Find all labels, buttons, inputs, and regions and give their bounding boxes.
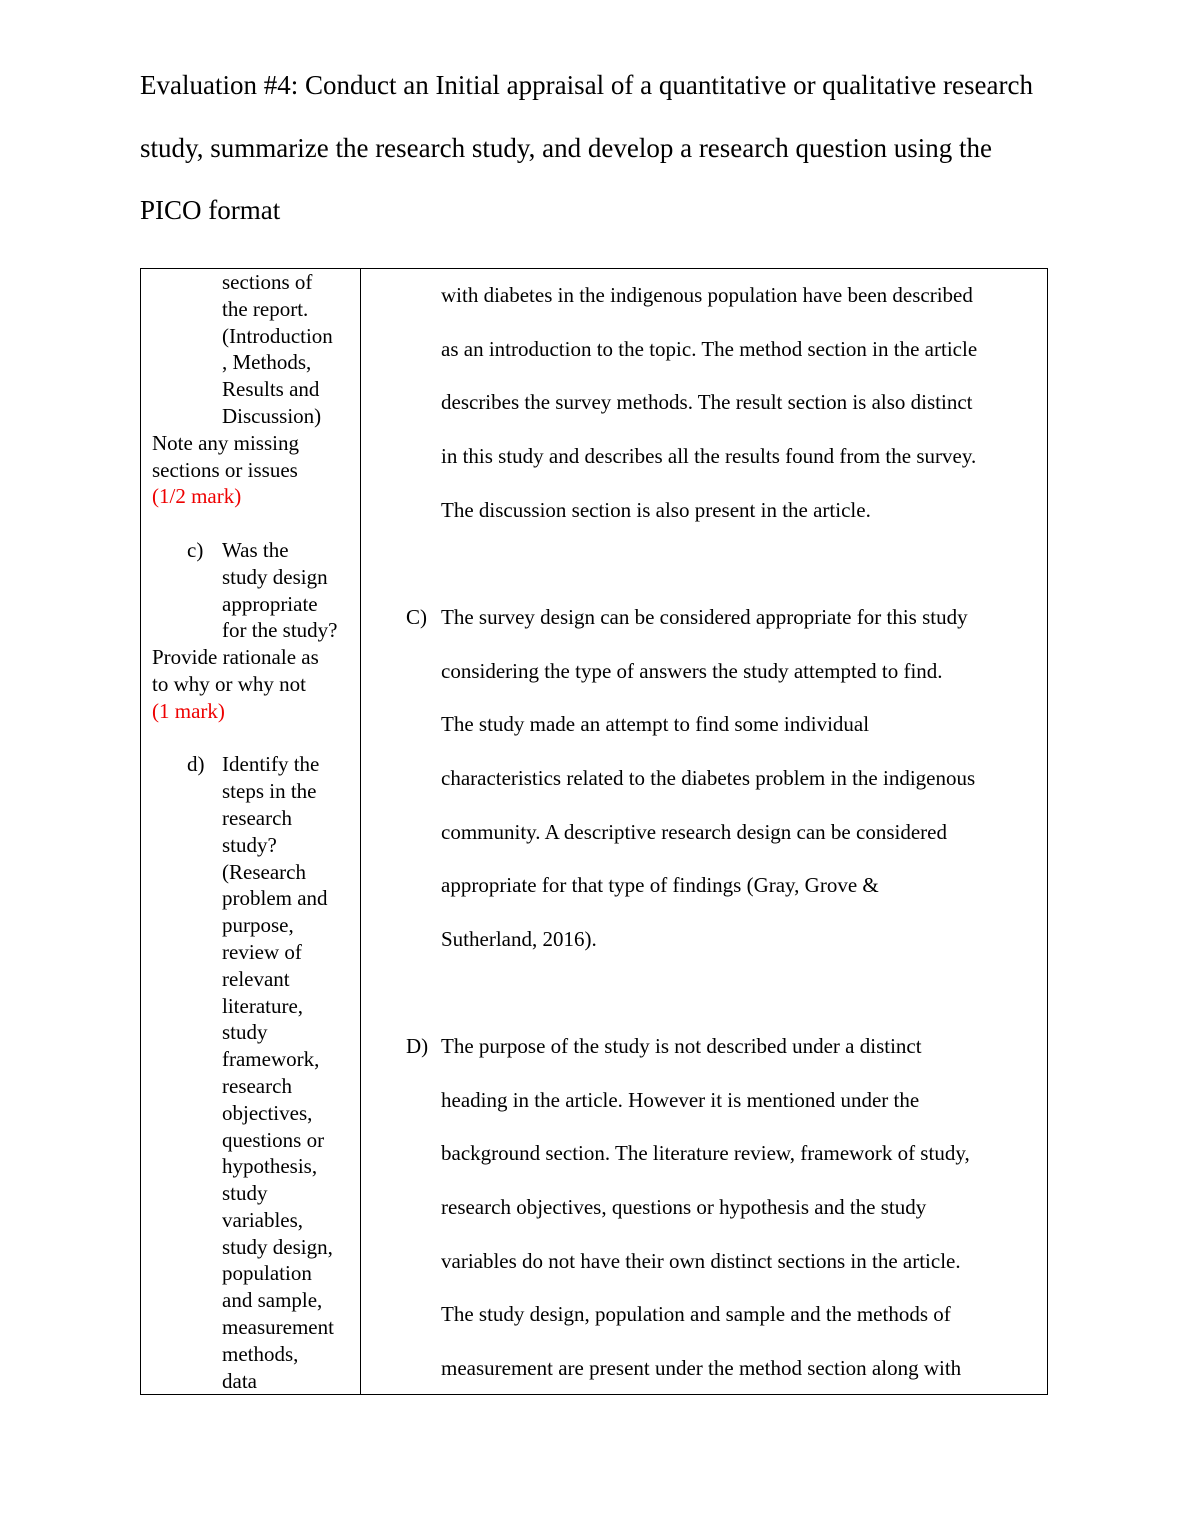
- response-line: community. A descriptive research design can be considered: [441, 819, 947, 844]
- criterion-line: purpose,: [222, 913, 294, 938]
- criterion-line: (Introduction: [222, 323, 333, 348]
- criterion-line: questions or: [222, 1127, 325, 1152]
- criterion-line: research: [222, 1073, 292, 1098]
- criterion-line: relevant: [222, 966, 290, 991]
- response-line: describes the survey methods. The result section is also distinct: [441, 390, 973, 415]
- response-line: research objectives, questions or hypothesis and the study: [441, 1195, 927, 1220]
- criterion-c: [152, 537, 357, 644]
- spacer: [152, 725, 357, 752]
- criterion-line: the report.: [222, 296, 309, 321]
- criterion-line: Was the: [222, 537, 289, 562]
- response-line: background section. The literature review, framework of study,: [441, 1141, 970, 1166]
- response-b: [441, 269, 1041, 537]
- response-d: [406, 1020, 1041, 1395]
- criterion-line: study?: [222, 832, 277, 857]
- criterion-line: review of: [222, 939, 302, 964]
- title-line: Evaluation #4: Conduct an Initial appraisal of a quantitative or qualitative research: [140, 70, 1033, 100]
- list-letter-c: c): [187, 537, 204, 562]
- criterion-line: study design,: [222, 1234, 333, 1259]
- criterion-line: data: [222, 1368, 257, 1393]
- response-column: [406, 269, 1041, 1395]
- response-line: The study design, population and sample and the methods of: [441, 1302, 951, 1327]
- column-divider: [360, 269, 361, 1394]
- criterion-line: Results and: [222, 377, 320, 402]
- criterion-line: hypothesis,: [222, 1154, 318, 1179]
- title-line: study, summarize the research study, and develop a research question using the: [140, 132, 992, 163]
- criterion-line: measurement: [222, 1315, 334, 1340]
- page-title: [140, 54, 1060, 242]
- criterion-line: steps in the: [222, 779, 317, 804]
- criterion-d: [152, 751, 357, 1394]
- criterion-note-line: sections or issues: [152, 457, 298, 482]
- criterion-line: and sample,: [222, 1288, 323, 1313]
- spacer: [441, 537, 1041, 591]
- list-letter-d: d): [187, 752, 205, 777]
- spacer: [441, 967, 1041, 1021]
- criteria-column: [152, 269, 357, 1394]
- criterion-b-continued: [152, 269, 357, 430]
- criterion-line: study: [222, 1020, 268, 1045]
- response-letter-d: D): [406, 1034, 429, 1059]
- criterion-line: , Methods,: [222, 350, 312, 375]
- response-line: The study made an attempt to find some individual: [441, 712, 870, 737]
- criterion-line: Discussion): [222, 403, 322, 428]
- criterion-line: literature,: [222, 993, 304, 1018]
- criterion-note-line: Provide rationale as: [152, 645, 319, 670]
- response-line: characteristics related to the diabetes problem in the indigenous: [441, 765, 976, 790]
- response-line: considering the type of answers the study attempted to find.: [441, 658, 943, 683]
- criterion-note-line: Note any missing: [152, 430, 299, 455]
- mark-value-b: (1/2 mark): [152, 484, 242, 509]
- response-line: heading in the article. However it is mentioned under the: [441, 1087, 920, 1112]
- criterion-line: research: [222, 805, 292, 830]
- mark-value-c: (1 mark): [152, 698, 225, 723]
- response-line: with diabetes in the indigenous population have been described: [441, 283, 973, 307]
- criterion-line: framework,: [222, 1047, 320, 1072]
- criterion-line: study: [222, 1181, 268, 1206]
- criterion-line: objectives,: [222, 1100, 313, 1125]
- response-letter-c: C): [406, 604, 427, 629]
- criterion-line: Identify the: [222, 752, 320, 777]
- criterion-line: for the study?: [222, 618, 338, 643]
- response-line: The discussion section is also present in the article.: [441, 497, 871, 522]
- title-line: PICO format: [140, 195, 281, 225]
- response-line: variables do not have their own distinct sections in the article.: [441, 1248, 961, 1273]
- evaluation-table: [140, 268, 1048, 1395]
- response-line: appropriate for that type of findings (Gray, Grove &: [441, 873, 879, 898]
- response-line: as an introduction to the topic. The method section in the article: [441, 336, 978, 361]
- criterion-line: methods,: [222, 1341, 299, 1366]
- criterion-line: population: [222, 1261, 312, 1286]
- response-line: The purpose of the study is not described under a distinct: [441, 1034, 922, 1059]
- criterion-line: variables,: [222, 1207, 304, 1232]
- response-line: in this study and describes all the results found from the survey.: [441, 443, 977, 468]
- criterion-line: sections of: [222, 270, 313, 294]
- response-line: measurement are present under the method section along with: [441, 1356, 962, 1381]
- response-line: The survey design can be considered appropriate for this study: [441, 604, 968, 629]
- spacer: [152, 510, 357, 537]
- criterion-line: appropriate: [222, 591, 318, 616]
- criterion-line: problem and: [222, 886, 328, 911]
- criterion-line: study design: [222, 564, 328, 589]
- criterion-note-line: to why or why not: [152, 671, 306, 696]
- response-c: [406, 591, 1041, 967]
- criterion-line: (Research: [222, 859, 306, 884]
- response-line: Sutherland, 2016).: [441, 926, 597, 951]
